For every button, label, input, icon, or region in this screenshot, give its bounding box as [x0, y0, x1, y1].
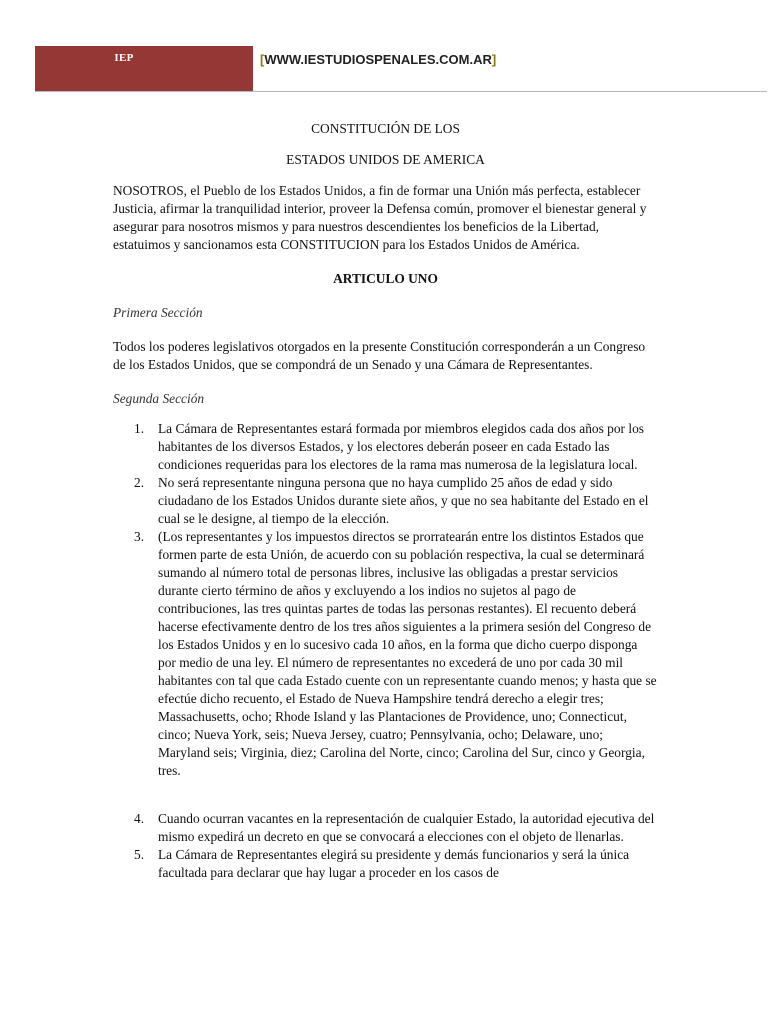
header-band	[35, 46, 253, 91]
list-item-number: 2.	[134, 475, 145, 490]
list-item	[113, 420, 658, 474]
list-item-number: 3.	[134, 529, 145, 544]
section1-paragraph: Todos los poderes legislativos otorgados en la presente Constitución corresponderán a un Congreso de los Estados Unidos, que se compondrá de un Senado y una Cámara de Representantes.	[113, 339, 646, 372]
document-body	[113, 120, 658, 882]
list-item-text: La Cámara de Representantes elegirá su presidente y demás funcionarios y será la única facultada para declarar que hay lugar a proceder en los casos de	[158, 847, 630, 880]
header-logo: IEP	[114, 52, 134, 64]
list-item-number: 1.	[134, 421, 145, 436]
header-divider	[35, 91, 767, 92]
list-item	[113, 810, 658, 846]
document-title-line2: ESTADOS UNIDOS DE AMERICA	[286, 152, 485, 167]
list-item-number: 5.	[134, 847, 145, 862]
list-item-text: No será representante ninguna persona que no haya cumplido 25 años de edad y sido ciudadano de los Estados Unidos durante siete años, y que no sea habitante del Estado en el cual se le designe, al tiempo de la elección.	[158, 475, 649, 526]
list-item-text: (Los representantes y los impuestos directos se prorratearán entre los distintos Estados que formen parte de esta Unión, de acuerdo con su población respectiva, la cual se determinará sumando al número total de personas libres, inclusive las obligadas a prestar servicios durante cierto término de años y excluyendo a los indios no sujetos al pago de contribuciones, las tres quintas partes de todas las personas restantes). El recuento deberá hacerse efectivamente dentro de los tres años siguientes a la primera sesión del Congreso de los Estados Unidos y en lo sucesivo cada 10 años, en la forma que dicho cuerpo disponga por medio de una ley. El número de representantes no excederá de uno por cada 30 mil habitantes con tal que cada Estado cuente con un representante cuando menos; y hasta que se efectúe dicho recuento, el Estado de Nueva Hampshire tendrá derecho a elegir tres; Massachusetts, ocho; Rhode Island y las Plantaciones de Providence, uno; Connecticut, cinco; Nueva York, seis; Nueva Jersey, cuatro; Pennsylvania, ocho; Delaware, uno; Maryland seis; Virginia, diez; Carolina del Norte, cinco; Carolina del Sur, cinco y Georgia, tres.	[158, 529, 657, 778]
url-text[interactable]: WWW.IESTUDIOSPENALES.COM.AR	[264, 52, 492, 67]
url-bracket-close: ]	[491, 52, 497, 67]
section2-heading: Segunda Sección	[113, 391, 205, 406]
list-item-number: 4.	[134, 811, 145, 826]
list-item	[113, 846, 658, 882]
list-item	[113, 528, 658, 780]
section2-list	[113, 420, 658, 882]
section1-heading: Primera Sección	[113, 305, 203, 320]
preamble-paragraph: NOSOTROS, el Pueblo de los Estados Unidos, a fin de formar una Unión más perfecta, establecer Justicia, afirmar la tranquilidad interior, proveer la Defensa común, promover el bienestar general y asegurar para nosotros mismos y para nuestros descendientes los beneficios de la Libertad, estatuimos y sancionamos esta CONSTITUCION para los Estados Unidos de América.	[113, 183, 647, 252]
article-heading: ARTICULO UNO	[333, 271, 438, 286]
list-item-text: Cuando ocurran vacantes en la representación de cualquier Estado, la autoridad ejecutiva del mismo expedirá un decreto en que se convocará a elecciones con el objeto de llenarlas.	[158, 811, 655, 844]
list-item	[113, 474, 658, 528]
header-url[interactable]	[260, 52, 496, 67]
document-title-line1: CONSTITUCIÓN DE LOS	[311, 121, 460, 136]
list-item-text: La Cámara de Representantes estará formada por miembros elegidos cada dos años por los habitantes de los diversos Estados, y los electores deberán poseer en cada Estado las condiciones requeridas para los electores de la rama mas numerosa de la legislatura local.	[158, 421, 644, 472]
url-bracket-open: [	[260, 52, 265, 67]
